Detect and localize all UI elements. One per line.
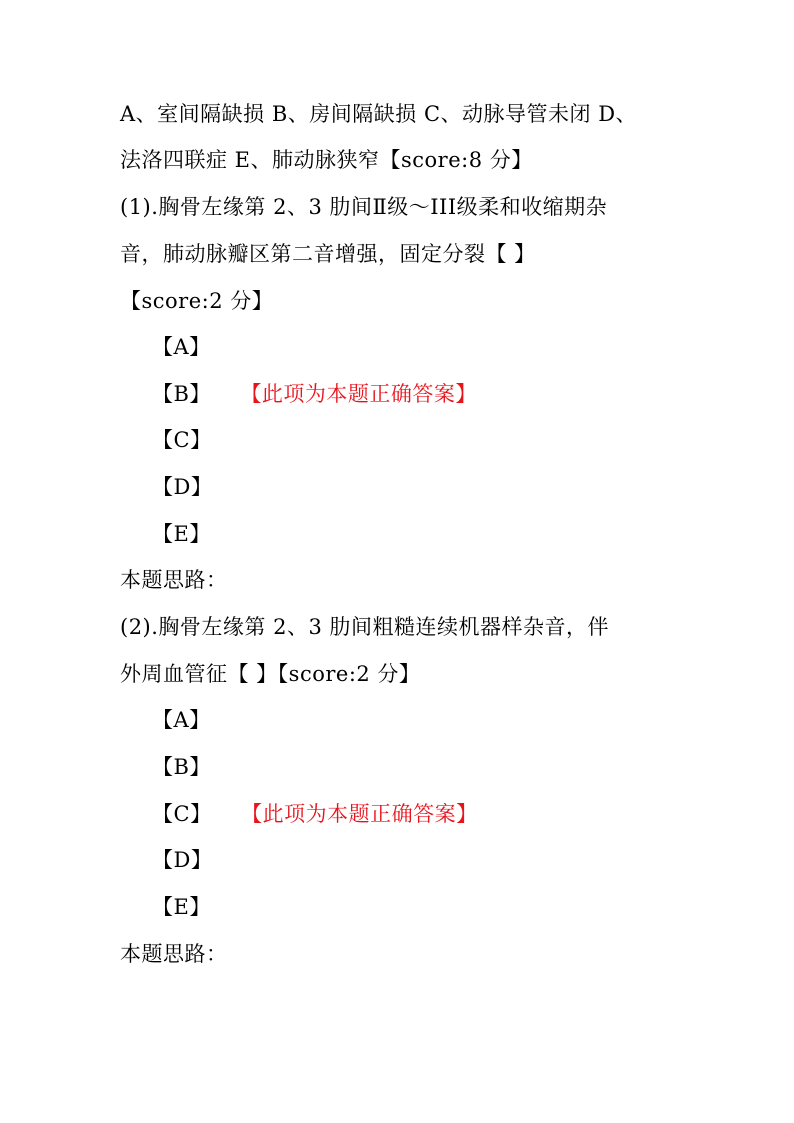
question-1-option-a: 【A】	[152, 335, 211, 359]
question-2-option-e: 【E】	[152, 895, 211, 919]
question-1-reasoning-label: 本题思路：	[120, 568, 228, 592]
question-1-option-e: 【E】	[152, 522, 211, 546]
intro-options-line-1: A、室间隔缺损 B、房间隔缺损 C、动脉导管未闭 D、	[120, 102, 638, 126]
question-1-stem-line-2: 音，肺动脉瓣区第二音增强，固定分裂【 】	[120, 242, 536, 266]
question-1-option-d: 【D】	[152, 475, 213, 499]
intro-options-line-2: 法洛四联症 E、肺动脉狭窄【score:8 分】	[120, 148, 533, 172]
question-1-stem-line-1: (1).胸骨左缘第 2、3 肋间Ⅱ级～III级柔和收缩期杂	[120, 195, 608, 219]
question-1-option-b-row	[152, 380, 477, 408]
question-2-stem-line-1: (2).胸骨左缘第 2、3 肋间粗糙连续机器样杂音，伴	[120, 615, 609, 639]
question-2-correct-answer-note: 【此项为本题正确答案】	[251, 802, 478, 826]
question-2-option-a: 【A】	[152, 708, 211, 732]
question-2-option-b: 【B】	[152, 755, 211, 779]
question-2-reasoning-label: 本题思路：	[120, 942, 228, 966]
question-2-option-c: 【C】	[152, 802, 212, 826]
question-2-option-d: 【D】	[152, 848, 213, 872]
question-2-option-c-row	[152, 800, 478, 828]
question-1-correct-answer-note: 【此项为本题正确答案】	[250, 382, 477, 406]
question-1-score: 【score:2 分】	[120, 289, 274, 313]
question-1-option-b: 【B】	[152, 382, 211, 406]
question-1-option-c: 【C】	[152, 428, 212, 452]
question-2-stem-line-2: 外周血管征【 】【score:2 分】	[120, 662, 421, 686]
